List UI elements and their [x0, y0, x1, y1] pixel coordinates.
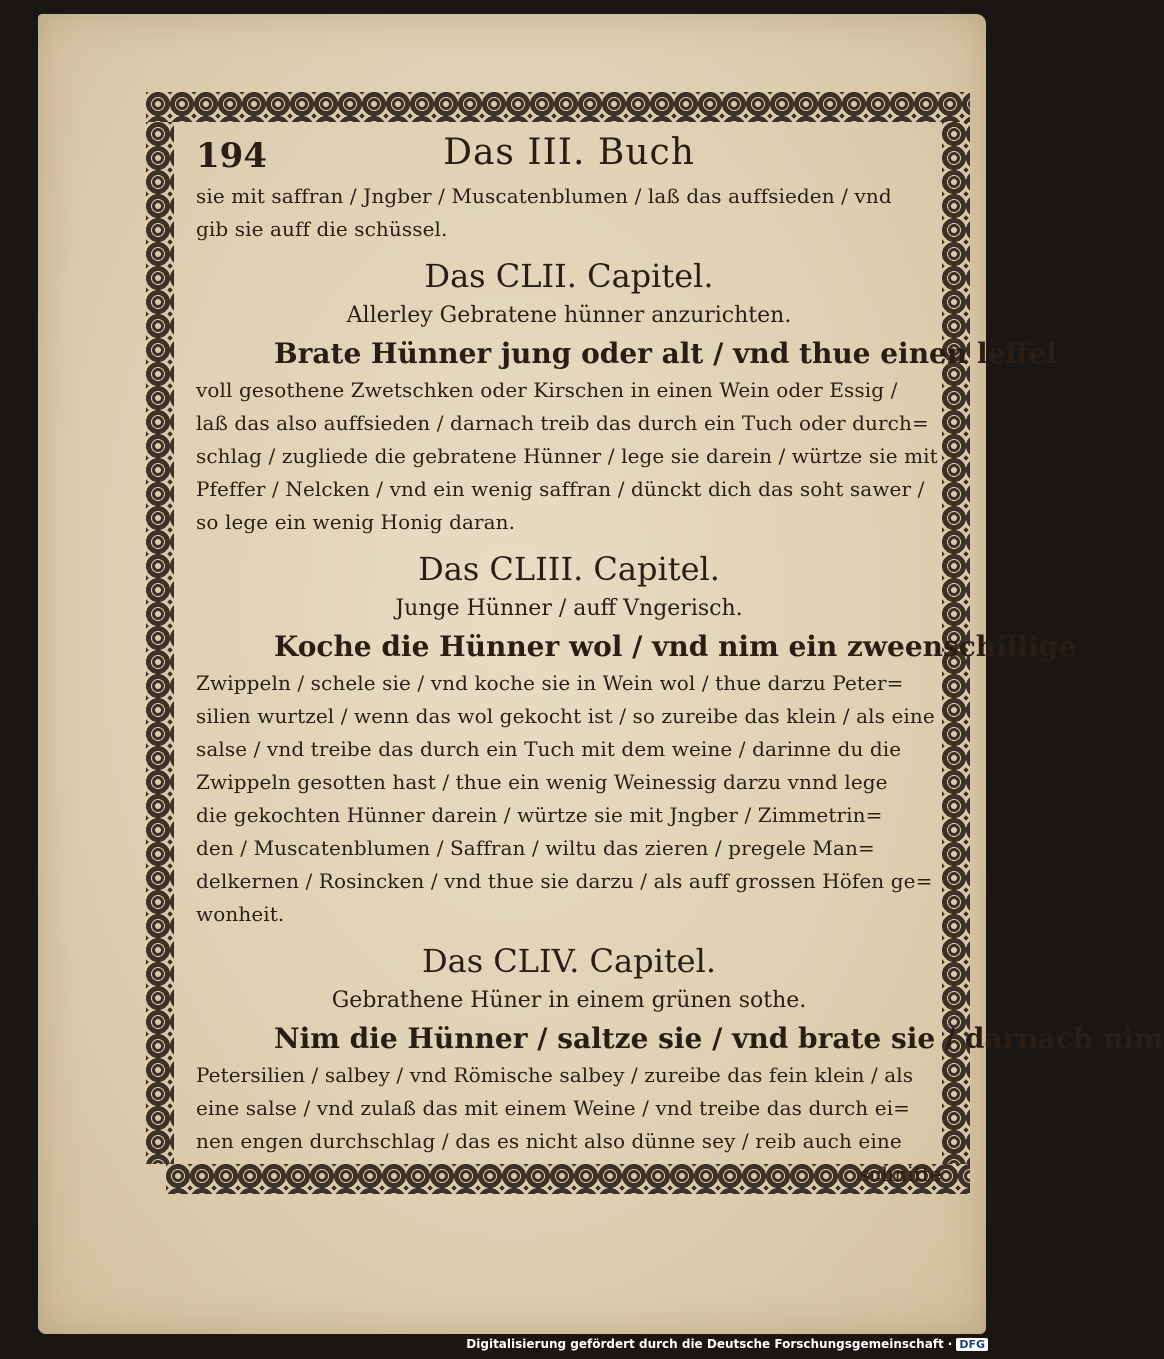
- chapter-subtitle: Gebrathene Hüner in einem grünen sothe.: [331, 988, 807, 1013]
- intro-line: sie mit saffran / Jngber / Muscatenblumen / laß das auffsieden / vnd: [196, 184, 892, 208]
- paragraph-lead: Nim die Hünner / saltze sie / vnd brate sie / darnach nim: [274, 1022, 1164, 1055]
- chapter-title: Das CLII. Capitel.: [424, 257, 714, 295]
- page-number: 194: [196, 136, 267, 176]
- page-header: [196, 132, 942, 180]
- border-top: [146, 92, 970, 122]
- text-line: Petersilien / salbey / vnd Römische salbey / zureibe das fein klein / als: [196, 1063, 914, 1087]
- text-line: voll gesothene Zwetschken oder Kirschen in einen Wein oder Essig /: [196, 378, 898, 402]
- paragraph-lead: Brate Hünner jung oder alt / vnd thue einen leffel: [274, 337, 1057, 370]
- paragraph-lead: Koche die Hünner wol / vnd nim ein zweenschillige: [274, 630, 1077, 663]
- text-line: schlag / zugliede die gebratene Hünner / lege sie darein / würtze sie mit: [196, 444, 938, 468]
- text-line: Pfeffer / Nelcken / vnd ein wenig saffran / dünckt dich das soht sawer /: [196, 477, 925, 501]
- running-head: Das III. Buch: [443, 132, 695, 173]
- catchword: schnitte: [859, 1162, 942, 1186]
- digitization-footer: Digitalisierung gefördert durch die Deutsche Forschungsgemeinschaft · DFG: [466, 1337, 988, 1351]
- text-line: Zwippeln gesotten hast / thue ein wenig Weinessig darzu vnnd lege: [196, 770, 888, 794]
- dfg-logo-icon: DFG: [956, 1338, 988, 1351]
- intro-line: gib sie auff die schüssel.: [196, 217, 448, 241]
- chapter-title: Das CLIV. Capitel.: [421, 942, 717, 980]
- text-line: eine salse / vnd zulaß das mit einem Weine / vnd treibe das durch ei=: [196, 1096, 911, 1120]
- text-line: wonheit.: [196, 902, 285, 926]
- text-line: den / Muscatenblumen / Saffran / wiltu das zieren / pregele Man=: [196, 836, 875, 860]
- text-line: salse / vnd treibe das durch ein Tuch mit dem weine / darinne du die: [196, 737, 902, 761]
- border-left: [146, 122, 174, 1164]
- text-line: laß das also auffsieden / darnach treib das durch ein Tuch oder durch=: [196, 411, 929, 435]
- page-text: [196, 132, 1164, 1191]
- chapter-subtitle: Allerley Gebratene hünner anzurichten.: [346, 303, 792, 328]
- text-line: Zwippeln / schele sie / vnd koche sie in Wein wol / thue darzu Peter=: [196, 671, 904, 695]
- text-line: so lege ein wenig Honig daran.: [196, 510, 516, 534]
- text-line: delkernen / Rosincken / vnd thue sie darzu / als auff grossen Höfen ge=: [196, 869, 933, 893]
- footer-credit: Digitalisierung gefördert durch die Deutsche Forschungsgemeinschaft: [466, 1337, 944, 1351]
- chapter-subtitle: Junge Hünner / auff Vngerisch.: [395, 596, 743, 621]
- text-line: silien wurtzel / wenn das wol gekocht ist / so zureibe das klein / als eine: [196, 704, 935, 728]
- chapter-title: Das CLIII. Capitel.: [418, 550, 720, 588]
- text-line: die gekochten Hünner darein / würtze sie mit Jngber / Zimmetrin=: [196, 803, 883, 827]
- text-line: nen engen durchschlag / das es nicht also dünne sey / reib auch eine: [196, 1129, 902, 1153]
